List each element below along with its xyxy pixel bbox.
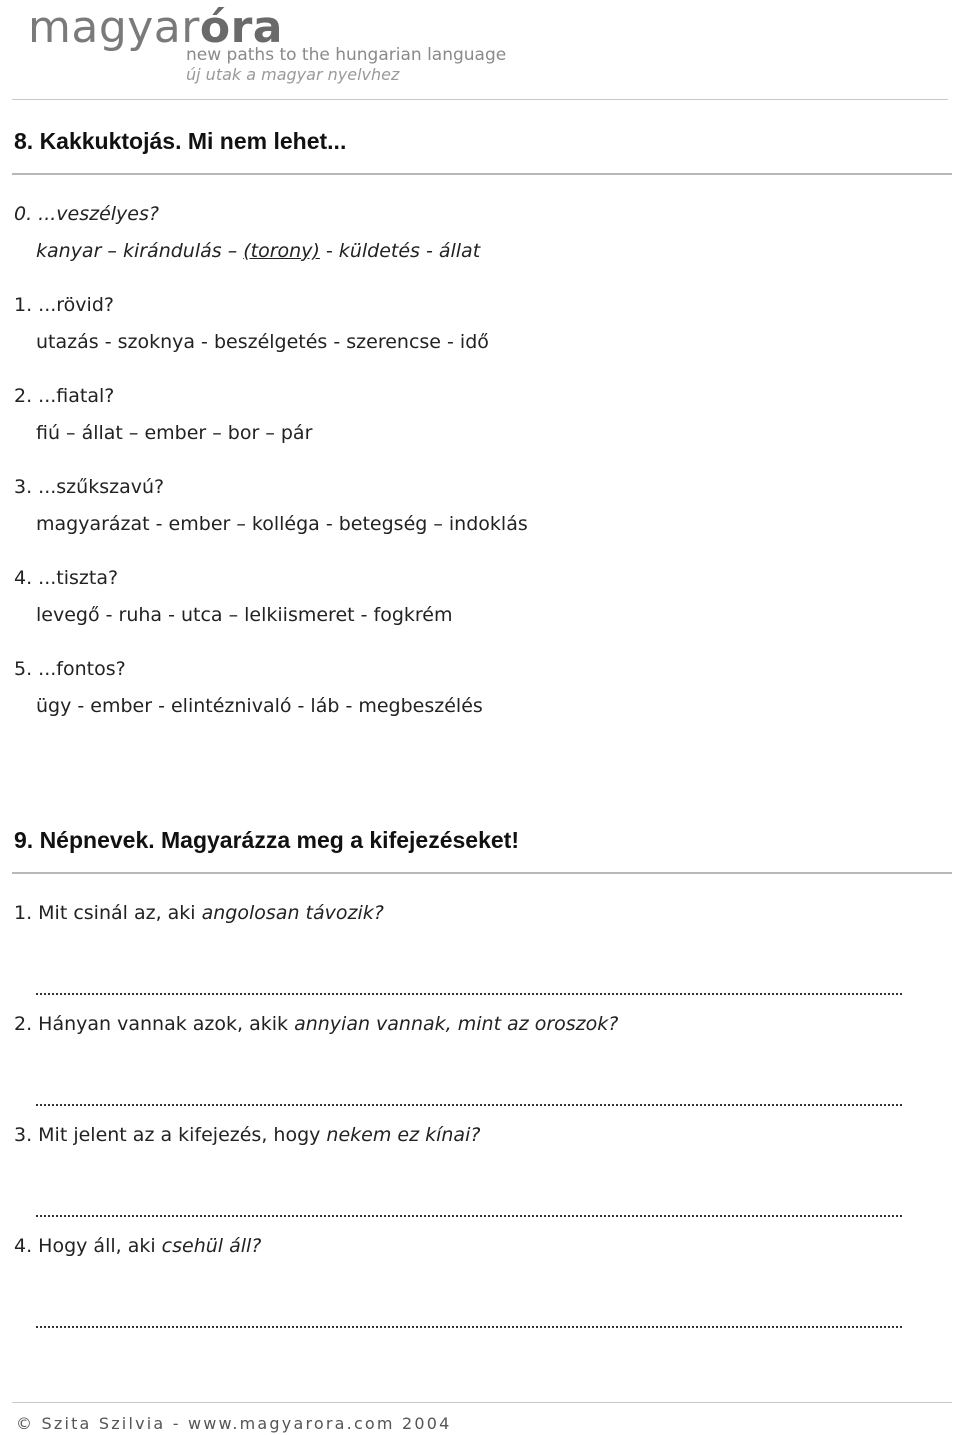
- question-3-phrase: nekem ez kínai?: [326, 1124, 481, 1146]
- example-label: 0. ...veszélyes?: [14, 203, 159, 225]
- question-4-phrase: csehül áll?: [161, 1235, 262, 1257]
- item-3-label: 3. ...szűkszavú?: [14, 476, 165, 498]
- item-2-label: 2. ...fiatal?: [14, 385, 115, 407]
- footer-copyright: © Szita Szilvia - www.magyarora.com 2004: [16, 1414, 452, 1433]
- question-1-phrase: angolosan távozik?: [201, 902, 384, 924]
- question-1-prefix: 1. Mit csinál az, aki: [14, 902, 202, 924]
- header-divider: [12, 99, 948, 100]
- example-words-after: - küldetés - állat: [319, 240, 481, 262]
- question-3: [14, 1124, 480, 1146]
- item-1-words: utazás - szoknya - beszélgetés - szerencse - idő: [36, 331, 489, 353]
- exercise-9-title: 9. Népnevek. Magyarázza meg a kifejezéseket!: [14, 827, 519, 853]
- exercise-8-title: 8. Kakkuktojás. Mi nem lehet...: [14, 128, 347, 154]
- answer-line-1[interactable]: [36, 993, 902, 995]
- item-2-words: fiú – állat – ember – bor – pár: [36, 422, 313, 444]
- exercise-9-divider: [12, 872, 952, 874]
- question-2-prefix: 2. Hányan vannak azok, akik: [14, 1013, 295, 1035]
- question-4: [14, 1235, 261, 1257]
- item-5-words: ügy - ember - elintéznivaló - láb - megbeszélés: [36, 695, 483, 717]
- item-4-words: levegő - ruha - utca – lelkiismeret - fogkrém: [36, 604, 453, 626]
- question-2: [14, 1013, 618, 1035]
- example-answer: (torony): [243, 240, 320, 262]
- answer-line-2[interactable]: [36, 1104, 902, 1106]
- question-3-prefix: 3. Mit jelent az a kifejezés, hogy: [14, 1124, 327, 1146]
- footer-divider: [12, 1402, 952, 1403]
- tagline-english: new paths to the hungarian language: [186, 45, 507, 65]
- exercise-8-divider: [12, 173, 952, 175]
- example-words: [36, 240, 480, 262]
- answer-line-3[interactable]: [36, 1215, 902, 1217]
- question-2-phrase: annyian vannak, mint az oroszok?: [294, 1013, 619, 1035]
- item-4-label: 4. ...tiszta?: [14, 567, 119, 589]
- logo-text-magyar: magyar: [28, 2, 200, 53]
- example-words-before: kanyar – kirándulás –: [36, 240, 244, 262]
- logo-text-ora: óra: [199, 2, 283, 53]
- item-5-label: 5. ...fontos?: [14, 658, 126, 680]
- question-4-prefix: 4. Hogy áll, aki: [14, 1235, 162, 1257]
- question-1: [14, 902, 384, 924]
- answer-line-4[interactable]: [36, 1326, 902, 1328]
- tagline-hungarian: új utak a magyar nyelvhez: [186, 65, 400, 84]
- item-1-label: 1. ...rövid?: [14, 294, 114, 316]
- item-3-words: magyarázat - ember – kolléga - betegség – indoklás: [36, 513, 528, 535]
